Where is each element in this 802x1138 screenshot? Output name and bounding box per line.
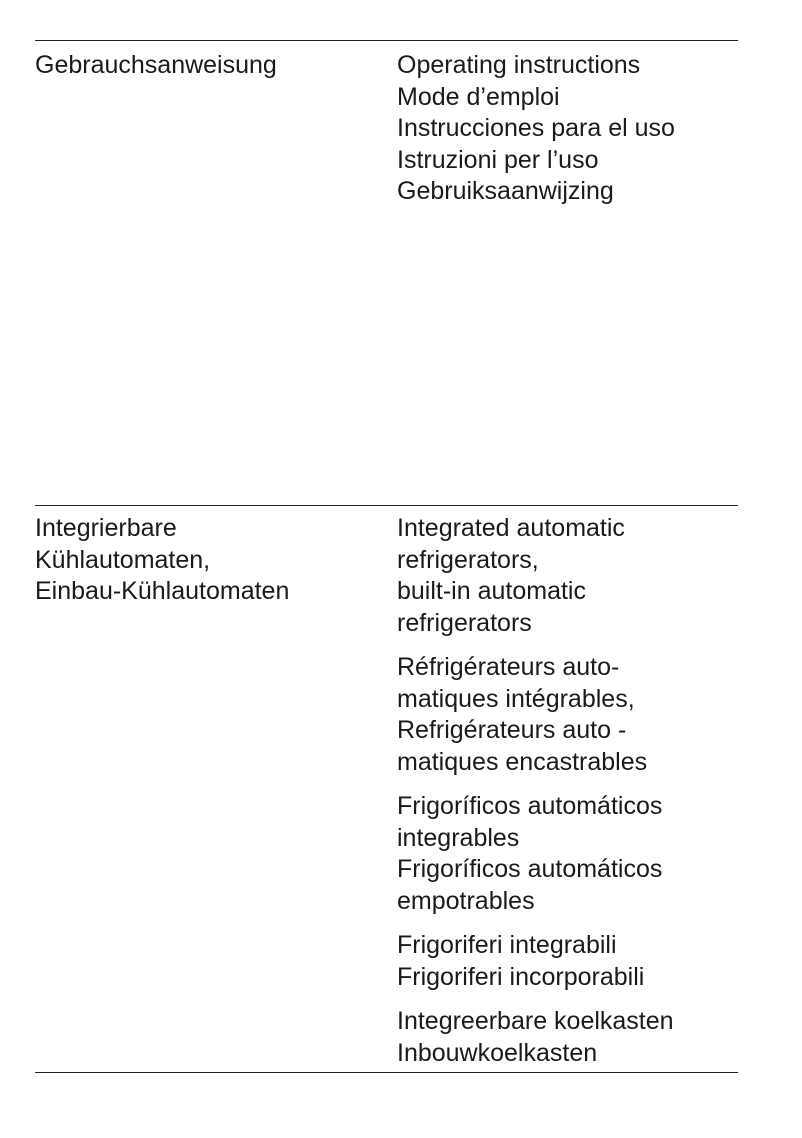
product-dutch bbox=[397, 1006, 674, 1069]
bottom-divider bbox=[35, 1072, 738, 1073]
product-line: integrables bbox=[397, 823, 520, 852]
product-line: Frigoriferi incorporabili bbox=[397, 962, 645, 991]
title-dutch: Gebruiksaanwijzing bbox=[397, 177, 614, 205]
product-line: built-in automatic bbox=[397, 577, 586, 605]
product-spanish bbox=[397, 791, 674, 917]
product-line: Frigoríficos automáticos bbox=[397, 855, 663, 883]
product-french bbox=[397, 652, 674, 778]
title-german bbox=[35, 50, 277, 82]
title-italian: Istruzioni per l’uso bbox=[397, 145, 599, 174]
product-line: Integrated automatic bbox=[397, 514, 625, 542]
title-translations bbox=[397, 50, 675, 208]
product-line: Integreerbare koelkasten bbox=[397, 1007, 674, 1035]
title-english: Operating instructions bbox=[397, 51, 641, 79]
product-italian bbox=[397, 930, 674, 993]
product-line: Frigoriferi integrabili bbox=[397, 931, 617, 959]
product-english bbox=[397, 513, 674, 639]
product-german bbox=[35, 513, 289, 608]
product-line: matiques encastrables bbox=[397, 747, 648, 776]
product-line: Refrigérateurs auto - bbox=[397, 716, 627, 744]
title-french: Mode d’emploi bbox=[397, 82, 560, 111]
title-text: Gebrauchsanweisung bbox=[35, 51, 277, 79]
product-line: Réfrigérateurs auto- bbox=[397, 653, 620, 681]
product-line: matiques intégrables, bbox=[397, 684, 635, 713]
middle-divider bbox=[35, 505, 738, 506]
product-line: Integrierbare bbox=[35, 514, 177, 542]
product-line: refrigerators bbox=[397, 608, 532, 637]
top-divider bbox=[35, 40, 738, 41]
product-line: Inbouwkoelkasten bbox=[397, 1038, 598, 1067]
product-line: refrigerators, bbox=[397, 545, 539, 574]
product-line: Einbau-Kühlautomaten bbox=[35, 577, 290, 605]
product-line: Frigoríficos automáticos bbox=[397, 792, 663, 820]
product-line: empotrables bbox=[397, 886, 535, 915]
product-translations bbox=[397, 513, 674, 1082]
title-spanish: Instrucciones para el uso bbox=[397, 114, 675, 142]
product-line: Kühlautomaten, bbox=[35, 545, 211, 574]
